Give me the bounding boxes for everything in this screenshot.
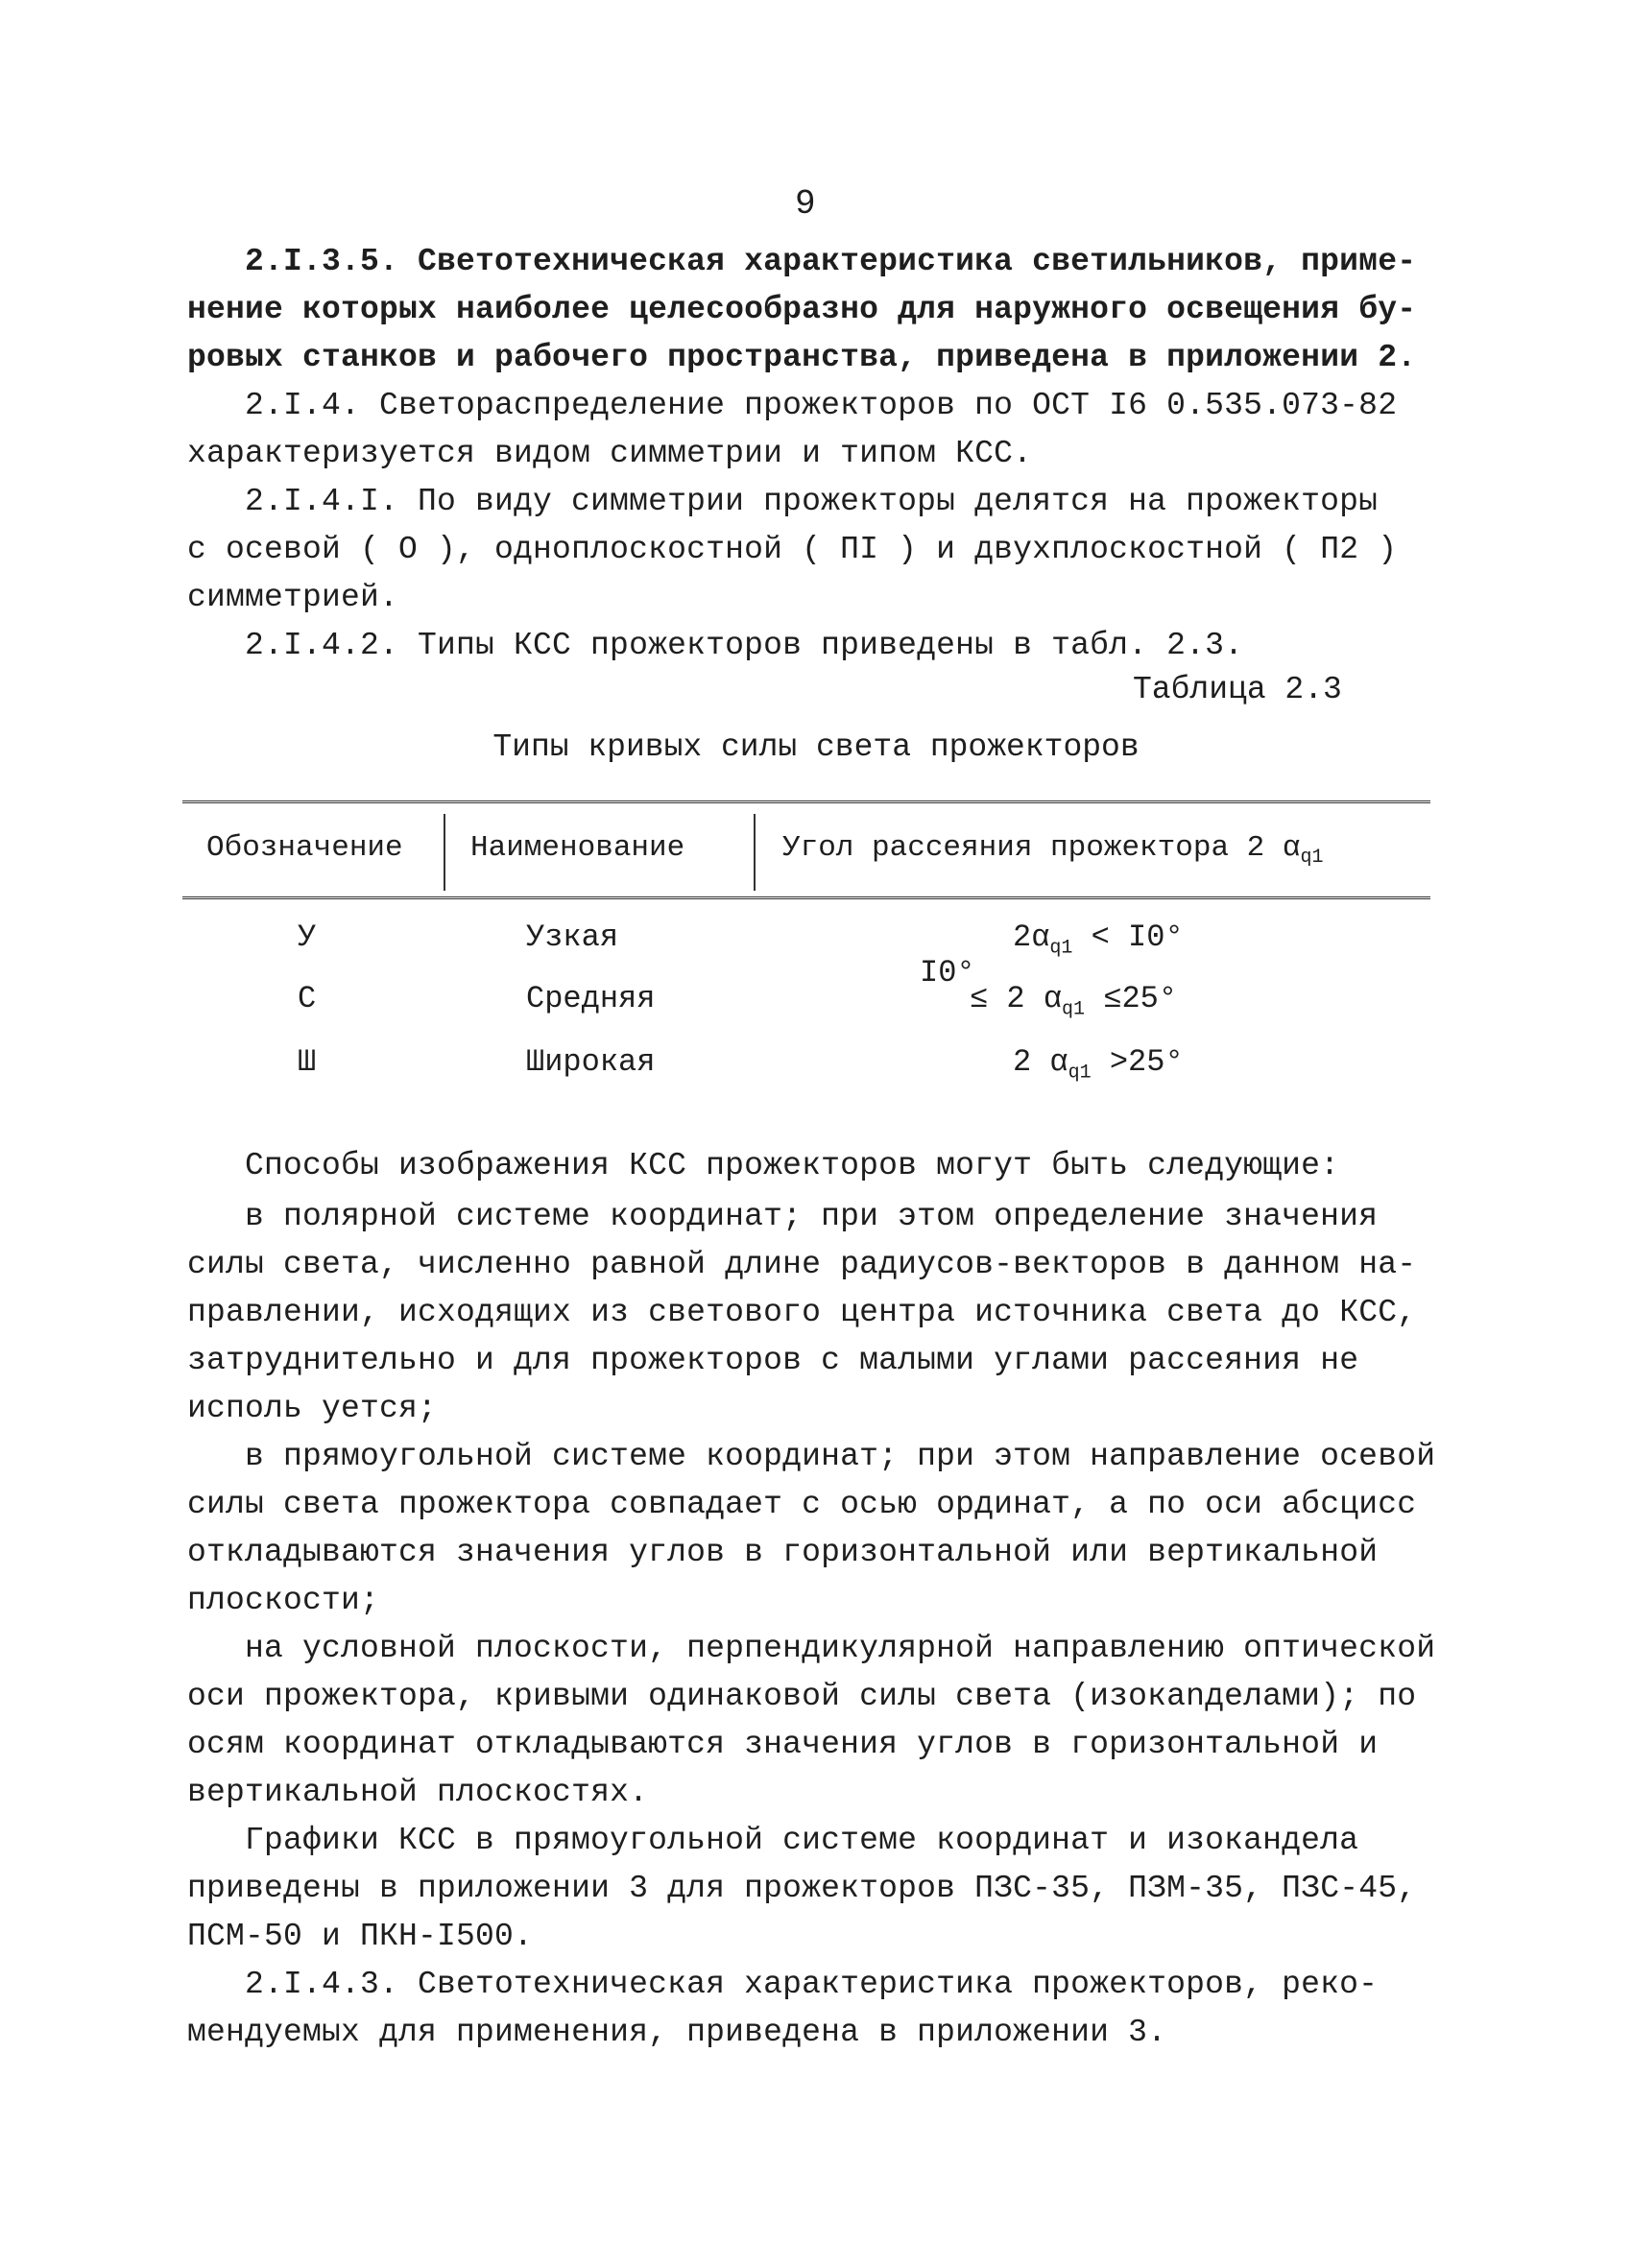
method3-line1: на условной плоскости, перпендикулярной направлению оптической bbox=[245, 1631, 1436, 1666]
row-code: У bbox=[298, 919, 317, 955]
row-angle-sub: q1 bbox=[1049, 937, 1073, 960]
row-angle-prefix: I0° bbox=[920, 955, 975, 991]
row-angle-rest: >25° bbox=[1091, 1044, 1184, 1080]
table-header-code: Обозначение bbox=[206, 831, 403, 865]
para4: 2.I.4.2. Типы КСС прожекторов приведены в табл. 2.3. bbox=[245, 628, 1244, 663]
row-angle-main: 2α bbox=[1013, 919, 1050, 955]
para1-line2: нение которых наиболее целесообразно для наружного освещения бу- bbox=[187, 292, 1417, 327]
row-angle-rest: < I0° bbox=[1072, 919, 1184, 955]
method3-line4: вертикальной плоскостях. bbox=[187, 1775, 649, 1810]
method2-line2: силы света прожектора совпадает с осью ординат, а по оси абсцисс bbox=[187, 1487, 1417, 1522]
para3-line1: 2.I.4.I. По виду симметрии прожекторы делятся на прожекторы bbox=[245, 484, 1379, 519]
page-number: 9 bbox=[795, 184, 816, 224]
table-col-separator bbox=[754, 814, 756, 891]
para2-line2: характеризуется видом симметрии и типом КСС. bbox=[187, 436, 1033, 471]
para3-line2: с осевой ( О ), одноплоскостной ( ПI ) и двухплоскостной ( П2 ) bbox=[187, 532, 1398, 567]
method1-line2: силы света, численно равной длине радиусов-векторов в данном на- bbox=[187, 1247, 1417, 1282]
method1-line4: затруднительно и для прожекторов с малыми углами рассеяния не bbox=[187, 1343, 1359, 1378]
table-header-angle-text: Угол рассеяния прожектора 2 α bbox=[782, 831, 1301, 865]
para5-line1: Графики КСС в прямоугольной системе координат и изокандела bbox=[245, 1823, 1359, 1858]
para6-line2: мендуемых для применения, приведена в приложении 3. bbox=[187, 2015, 1167, 2050]
row-angle-sub: q1 bbox=[1062, 998, 1086, 1021]
method2-line4: плоскости; bbox=[187, 1583, 380, 1618]
para1-line1: 2.I.3.5. Светотехническая характеристика светильников, приме- bbox=[245, 244, 1417, 279]
para1-line3: ровых станков и рабочего пространства, приведена в приложении 2. bbox=[187, 340, 1417, 375]
row-angle-main: ≤ 2 α bbox=[970, 981, 1063, 1016]
table-header-angle-sub: q1 bbox=[1300, 847, 1324, 870]
table-title: Типы кривых силы света прожекторов bbox=[492, 729, 1140, 765]
table-top-rule bbox=[182, 800, 1430, 805]
para5-line2: приведены в приложении 3 для прожекторов ПЗС-35, ПЗМ-35, ПЗС-45, bbox=[187, 1871, 1417, 1906]
row-angle-rest: ≤25° bbox=[1085, 981, 1178, 1016]
para2-line1: 2.I.4. Светораспределение прожекторов по ОСТ I6 0.535.073-82 bbox=[245, 388, 1398, 423]
para3-line3: симметрией. bbox=[187, 580, 399, 615]
method3-line2: оси прожектора, кривыми одинаковой силы света (изокanделами); по bbox=[187, 1679, 1417, 1714]
row-angle-sub: q1 bbox=[1068, 1062, 1092, 1085]
table-header-name: Наименование bbox=[470, 831, 685, 865]
method3-line3: осям координат откладываются значения углов в горизонтальной и bbox=[187, 1727, 1379, 1762]
table-header-rule bbox=[182, 896, 1430, 901]
table-caption: Таблица 2.3 bbox=[1133, 672, 1342, 707]
method1-line1: в полярной системе координат; при этом определение значения bbox=[245, 1199, 1379, 1234]
method2-line1: в прямоугольной системе координат; при этом направление осевой bbox=[245, 1439, 1436, 1474]
methods-intro: Способы изображения КСС прожекторов могут быть следующие: bbox=[245, 1148, 1340, 1183]
row-angle bbox=[1013, 919, 1184, 959]
row-angle bbox=[1013, 1044, 1184, 1084]
row-code: С bbox=[298, 981, 317, 1016]
row-code: Ш bbox=[298, 1044, 317, 1080]
method1-line5: исполь уется; bbox=[187, 1391, 438, 1426]
row-name: Средняя bbox=[526, 981, 656, 1016]
row-angle-main: 2 α bbox=[1013, 1044, 1068, 1080]
para6-line1: 2.I.4.3. Светотехническая характеристика прожекторов, реко- bbox=[245, 1967, 1379, 2002]
method2-line3: откладываются значения углов в горизонтальной или вертикальной bbox=[187, 1535, 1379, 1570]
row-name: Широкая bbox=[526, 1044, 656, 1080]
row-name: Узкая bbox=[526, 919, 619, 955]
table-col-separator bbox=[444, 814, 445, 891]
method1-line3: правлении, исходящих из светового центра источника света до КСС, bbox=[187, 1295, 1417, 1330]
para5-line3: ПСМ-50 и ПКН-I500. bbox=[187, 1919, 534, 1954]
row-angle bbox=[970, 981, 1177, 1020]
table-header-angle bbox=[782, 831, 1324, 869]
